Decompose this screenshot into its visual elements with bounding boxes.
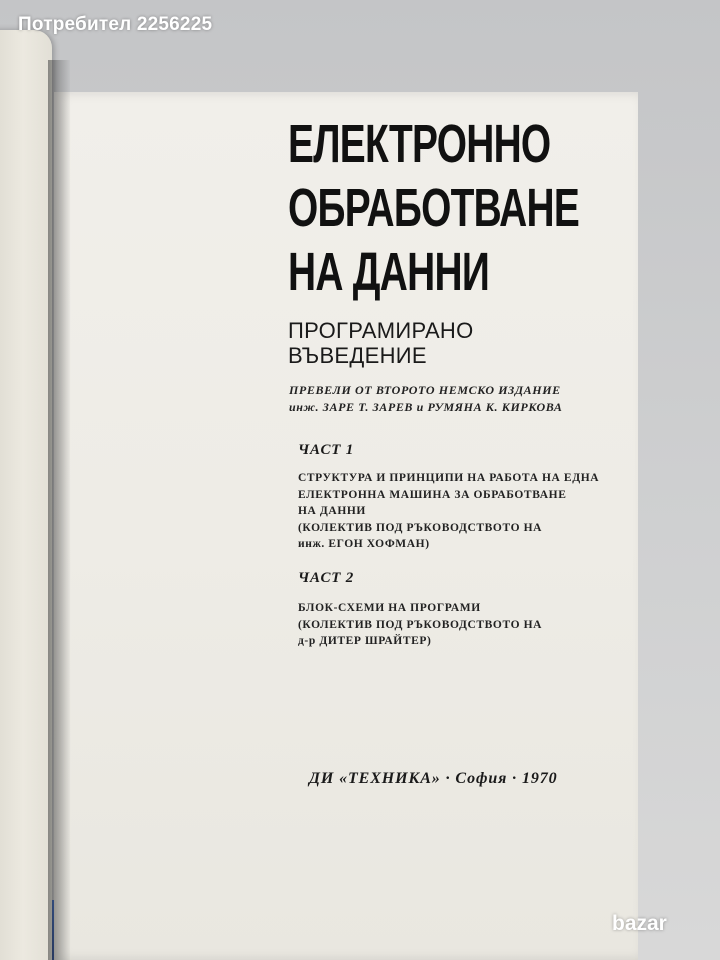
- part1-line: НА ДАННИ: [298, 505, 366, 517]
- bazar-logo: bazar: [612, 912, 667, 935]
- part1-line: (КОЛЕКТИВ ПОД РЪКОВОДСТВОТО НА: [298, 521, 543, 534]
- part1-heading: ЧАСТ 1: [298, 442, 355, 458]
- part1-line: инж. ЕГОН ХОФМАН): [298, 538, 430, 550]
- subtitle-line: ВЪВЕДЕНИЕ: [288, 343, 427, 368]
- title-line: НА ДАННИ: [288, 242, 490, 302]
- title-line: ОБРАБОТВАНЕ: [288, 178, 580, 238]
- part2-heading: ЧАСТ 2: [298, 570, 355, 586]
- translators-line: ПРЕВЕЛИ ОТ ВТОРОТО НЕМСКО ИЗДАНИЕ: [289, 383, 561, 397]
- user-watermark: Потребител 2256225: [18, 14, 213, 35]
- part1-line: СТРУКТУРА И ПРИНЦИПИ НА РАБОТА НА ЕДНА: [298, 472, 600, 484]
- part2-line: (КОЛЕКТИВ ПОД РЪКОВОДСТВОТО НА: [298, 618, 543, 631]
- part1-line: ЕЛЕКТРОННА МАШИНА ЗА ОБРАБОТВАНЕ: [298, 488, 567, 501]
- book-title: [288, 112, 579, 304]
- part2-line: БЛОК-СХЕМИ НА ПРОГРАМИ: [298, 602, 481, 614]
- translators-line: инж. ЗАРЕ Т. ЗАРЕВ и РУМЯНА К. КИРКОВА: [289, 400, 563, 414]
- part2-description: [298, 600, 542, 650]
- left-page: [0, 30, 52, 960]
- book-subtitle: [288, 318, 474, 368]
- part1-description: [298, 470, 599, 553]
- translators-note: [289, 382, 563, 416]
- publisher-imprint: ДИ «ТЕХНИКА» · София · 1970: [309, 770, 558, 787]
- part2-line: д-р ДИТЕР ШРАЙТЕР): [298, 635, 432, 647]
- title-line: ЕЛЕКТРОННО: [288, 114, 551, 174]
- subtitle-line: ПРОГРАМИРАНО: [288, 318, 474, 343]
- spine-shadow: [48, 60, 70, 960]
